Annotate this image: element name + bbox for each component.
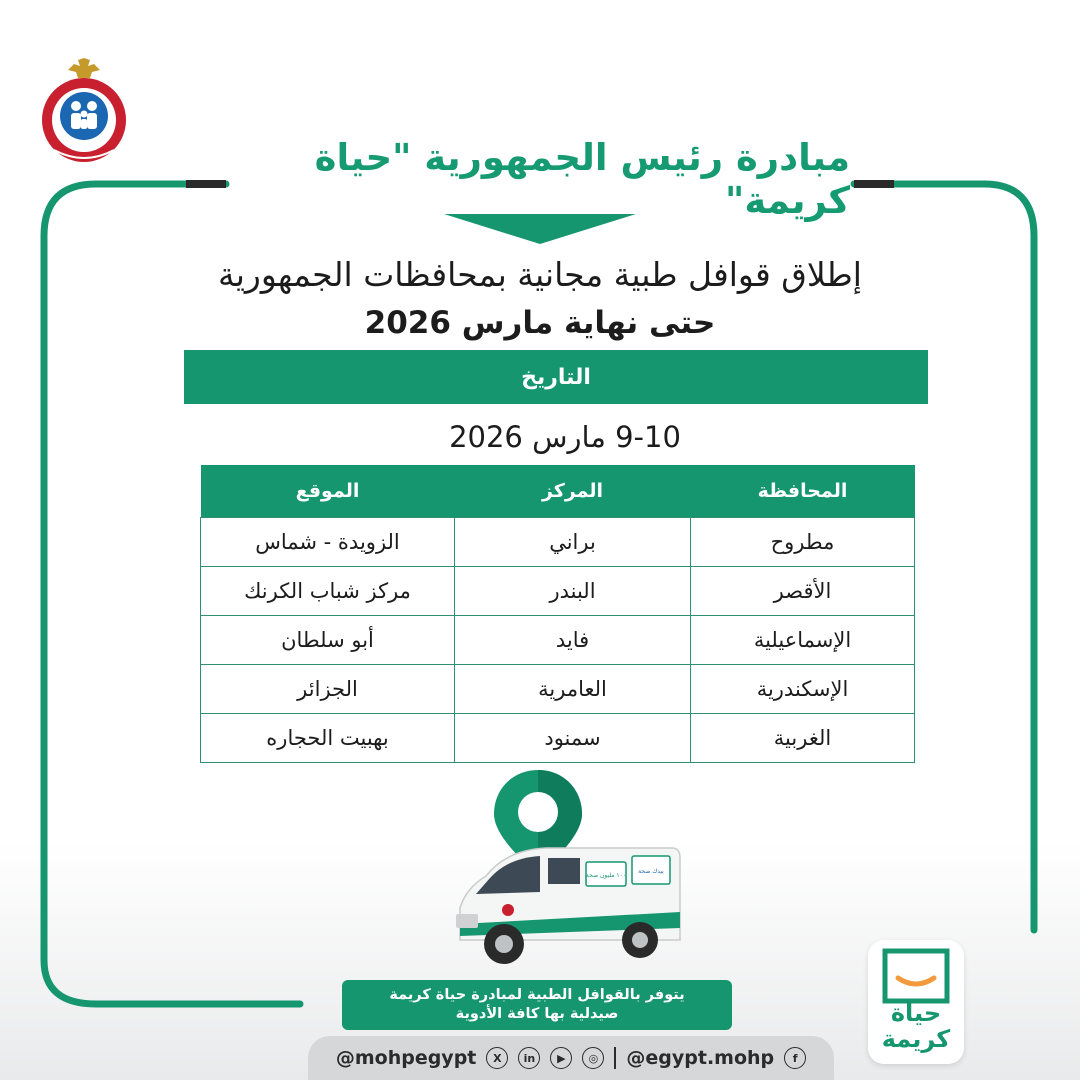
header-location: الموقع xyxy=(201,465,455,517)
date-header xyxy=(184,350,928,404)
cell-governorate: الغربية xyxy=(691,713,915,762)
hk-line-2: كريمة xyxy=(881,1025,951,1053)
cell-location: الزويدة - شماس xyxy=(201,517,455,566)
cell-governorate: مطروح xyxy=(691,517,915,566)
facebook-handle[interactable]: @egypt.mohp xyxy=(626,1047,775,1069)
cell-center: براني xyxy=(455,517,691,566)
cell-governorate: الإسماعيلية xyxy=(691,615,915,664)
cell-governorate: الإسكندرية xyxy=(691,664,915,713)
linkedin-icon[interactable]: in xyxy=(518,1047,540,1069)
medical-van-image xyxy=(446,836,686,976)
date-value: 9-10 مارس 2026 xyxy=(449,420,681,454)
note-line-1: يتوفر بالقوافل الطبية لمبادرة حياة كريمة xyxy=(389,987,685,1003)
note-line-2: صيدلية بها كافة الأدوية xyxy=(455,1006,619,1022)
subtitle: إطلاق قوافل طبية مجانية بمحافظات الجمهورية xyxy=(218,254,862,294)
cell-location: بهبيت الحجاره xyxy=(201,713,455,762)
van-panel-text: ١٠٠ مليون صحة xyxy=(585,872,627,879)
main-title: مبادرة رئيس الجمهورية "حياة كريمة" xyxy=(230,150,850,208)
hayat-karima-logo xyxy=(868,940,964,1064)
table-row xyxy=(201,664,915,713)
cell-center: سمنود xyxy=(455,713,691,762)
instagram-icon[interactable]: ◎ xyxy=(582,1047,604,1069)
cell-governorate: الأقصر xyxy=(691,566,915,615)
table-row xyxy=(201,566,915,615)
header-governorate: المحافظة xyxy=(691,465,915,517)
youtube-icon[interactable]: ▶ xyxy=(550,1047,572,1069)
header-center: المركز xyxy=(455,465,691,517)
table-row xyxy=(201,713,915,762)
hayat-karima-text xyxy=(868,1000,964,1052)
x-icon[interactable]: X xyxy=(486,1047,508,1069)
table-row xyxy=(201,615,915,664)
other-handle[interactable]: @mohpegypt xyxy=(335,1047,477,1069)
table-row xyxy=(201,517,915,566)
divider xyxy=(614,1047,616,1069)
subtitle-date: حتى نهاية مارس 2026 xyxy=(364,305,716,341)
cell-center: البندر xyxy=(455,566,691,615)
cell-location: مركز شباب الكرنك xyxy=(201,566,455,615)
van-panel-text: بيدك صحة xyxy=(638,868,664,875)
cell-location: الجزائر xyxy=(201,664,455,713)
pharmacy-note xyxy=(342,980,732,1030)
social-bar xyxy=(308,1036,834,1080)
caravans-table xyxy=(200,465,914,763)
facebook-icon[interactable]: f xyxy=(784,1047,806,1069)
cell-center: العامرية xyxy=(455,664,691,713)
hk-line-1: حياة xyxy=(890,999,942,1027)
table-header-row xyxy=(201,465,915,517)
cell-center: فايد xyxy=(455,615,691,664)
smile-box-icon xyxy=(882,948,950,1004)
cell-location: أبو سلطان xyxy=(201,615,455,664)
date-label: التاريخ xyxy=(521,364,591,390)
